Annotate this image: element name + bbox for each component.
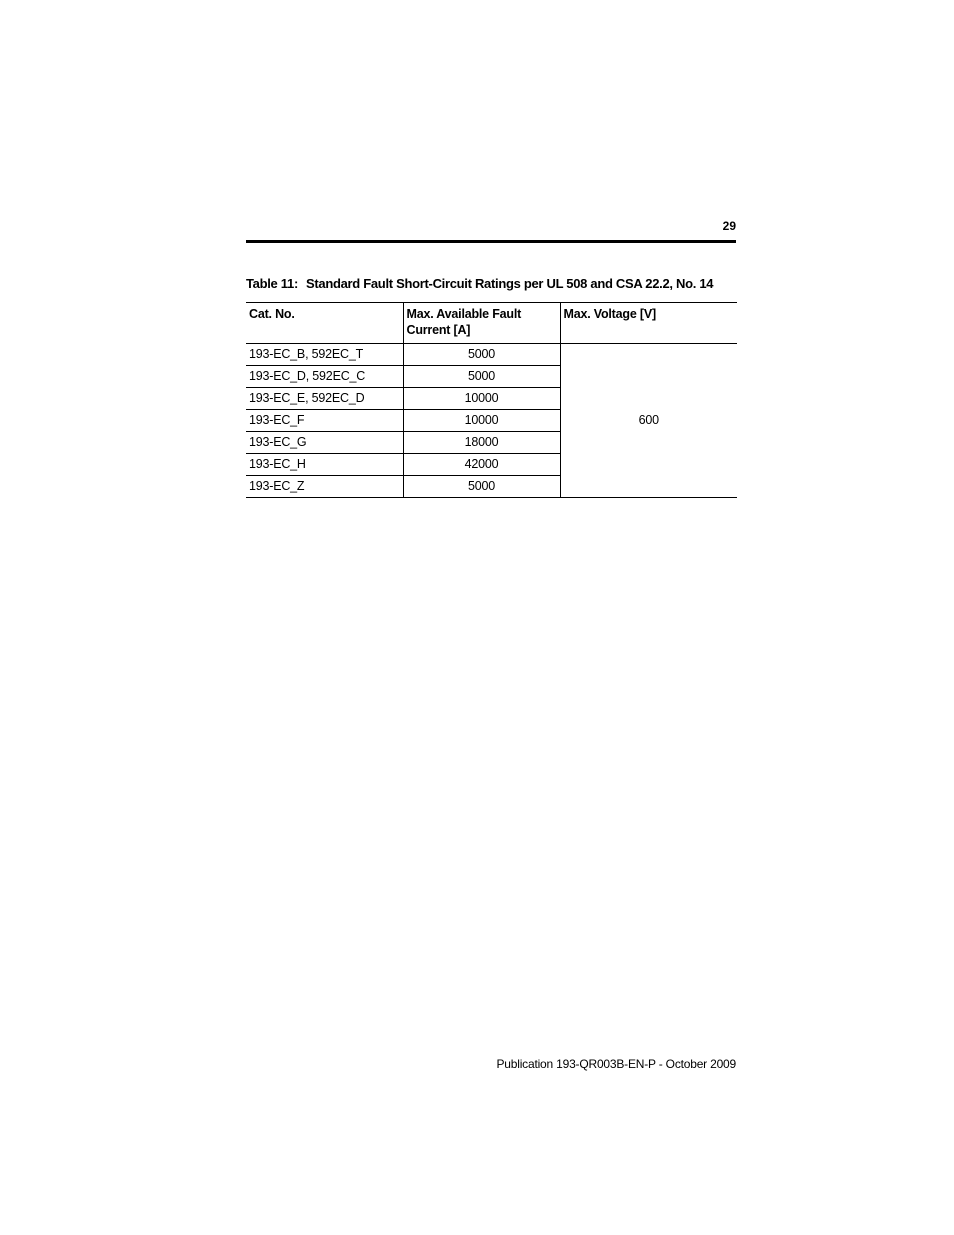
cell-current: 5000 — [403, 366, 560, 388]
table-header-row — [246, 303, 737, 344]
cell-cat-no: 193-EC_D, 592EC_C — [246, 366, 403, 388]
table-row — [246, 344, 737, 366]
cell-cat-no: 193-EC_B, 592EC_T — [246, 344, 403, 366]
cell-cat-no: 193-EC_F — [246, 410, 403, 432]
ratings-table — [246, 302, 737, 498]
table-caption-text: Standard Fault Short-Circuit Ratings per UL 508 and CSA 22.2, No. 14 — [305, 276, 714, 291]
cell-voltage: 600 — [560, 344, 737, 498]
header-rule — [246, 240, 736, 243]
page-number: 29 — [722, 219, 736, 233]
table-caption-label: Table 11: — [246, 276, 298, 291]
header-max-fault-current: Max. Available Fault Current [A] — [403, 303, 560, 344]
header-cat-no: Cat. No. — [246, 303, 403, 344]
cell-current: 42000 — [403, 454, 560, 476]
cell-current: 10000 — [403, 410, 560, 432]
cell-current: 18000 — [403, 432, 560, 454]
cell-cat-no: 193-EC_H — [246, 454, 403, 476]
header-max-voltage: Max. Voltage [V] — [560, 303, 737, 344]
cell-cat-no: 193-EC_G — [246, 432, 403, 454]
cell-current: 10000 — [403, 388, 560, 410]
cell-current: 5000 — [403, 344, 560, 366]
table-caption — [246, 276, 746, 291]
cell-cat-no: 193-EC_E, 592EC_D — [246, 388, 403, 410]
cell-current: 5000 — [403, 476, 560, 498]
publication-footer: Publication 193-QR003B-EN-P - October 2009 — [496, 1057, 736, 1071]
cell-cat-no: 193-EC_Z — [246, 476, 403, 498]
